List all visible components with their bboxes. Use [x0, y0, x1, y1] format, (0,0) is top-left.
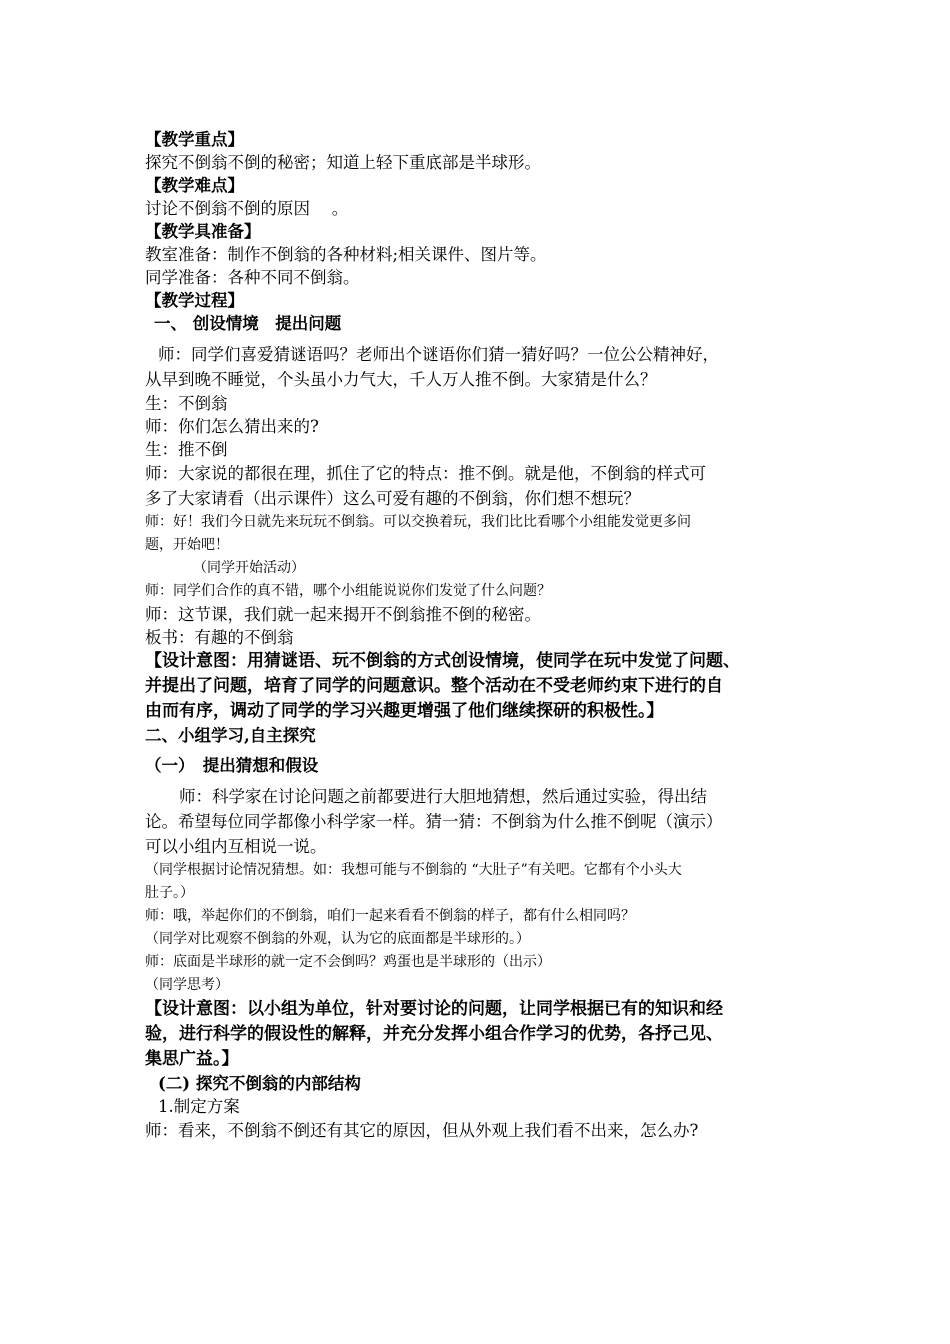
paragraph-line: 教室准备：制作不倒翁的各种材料;相关课件、图片等。 — [145, 245, 547, 264]
paragraph-line: 师：科学家在讨论问题之前都要进行大胆地猜想，然后通过实验，得出结 — [179, 787, 707, 806]
dialogue-line: 生：推不倒 — [145, 440, 228, 459]
section-heading-materials: 【教学具准备】 — [145, 222, 261, 241]
dialogue-line: 生：不倒翁 — [145, 394, 228, 413]
paragraph-line: 讨论不倒翁不倒的原因 。 — [145, 199, 349, 218]
paragraph-line: 多了大家请看（出示课件）这么可爱有趣的不倒翁，你们想不想玩？ — [145, 489, 640, 508]
step-heading: 1.制定方案 — [158, 1097, 240, 1116]
blackboard-line: 板书：有趣的不倒翁 — [145, 628, 294, 647]
section-heading-process: 【教学过程】 — [145, 291, 244, 310]
design-intent-line: 【设计意图：用猜谜语、玩不倒翁的方式创设情境，使同学在玩中发觉了问题、 — [145, 651, 740, 671]
paragraph-line: 师：看来，不倒翁不倒还有其它的原因，但从外观上我们看不出来，怎么办? — [145, 1121, 699, 1140]
dialogue-line: 师：底面是半球形的就一定不会倒吗？鸡蛋也是半球形的（出示） — [145, 954, 551, 970]
student-note: （同学对比观察不倒翁的外观，认为它的底面都是半球形的。） — [145, 931, 530, 947]
dialogue-line: 师：你们怎么猜出来的? — [145, 417, 319, 436]
dialogue-line: 师：同学们合作的真不错，哪个小组能说说你们发觉了什么问题？ — [145, 583, 551, 599]
section-heading-key-points: 【教学重点】 — [145, 130, 244, 149]
document-body — [145, 128, 825, 1143]
subsection-heading-2-2: (二) 探究不倒翁的内部结构 — [158, 1074, 361, 1093]
paragraph-line: 从早到晚不睡觉，个头虽小力气大，千人万人推不倒。大家猜是什么？ — [145, 370, 657, 389]
paragraph-line: 师：大家说的都很在理，抓住了它的特点：推不倒。就是他，不倒翁的样式可 — [145, 464, 706, 483]
paragraph-line: 师：同学们喜爱猜谜语吗？老师出个谜语你们猜一猜好吗？一位公公精神好， — [158, 345, 719, 364]
student-note: 肚子。） — [145, 885, 194, 901]
design-intent-line: 集思广益。】 — [145, 1049, 239, 1069]
dialogue-line: 师：哦，举起你们的不倒翁，咱们一起来看看不倒翁的样子，都有什么相同吗？ — [145, 908, 635, 924]
subsection-heading-2: 二、小组学习,自主探究 — [145, 726, 316, 745]
paragraph-line: 师：好！我们今日就先来玩玩不倒翁。可以交换着玩，我们比比看哪个小组能发觉更多问 — [145, 514, 691, 530]
paragraph-line: 题，开始吧！ — [145, 537, 229, 553]
design-intent-line: 由而有序，调动了同学的学习兴趣更增强了他们继续探研的积极性。】 — [145, 701, 664, 721]
paragraph-line: 同学准备：各种不同不倒翁。 — [145, 268, 360, 287]
activity-note: （同学开始活动） — [193, 560, 305, 576]
design-intent-line: 验，进行科学的假设性的解释，并充分发挥小组合作学习的优势，各抒己见、 — [145, 1024, 723, 1044]
subsection-heading-1: 一、 创设情境 提出问题 — [154, 314, 342, 333]
paragraph-line: 探究不倒翁不倒的秘密；知道上轻下重底部是半球形。 — [145, 153, 541, 172]
design-intent-line: 【设计意图：以小组为单位，针对要讨论的问题，让同学根据已有的知识和经 — [145, 999, 723, 1019]
student-note: （同学思考） — [145, 977, 229, 993]
dialogue-line: 师：这节课，我们就一起来揭开不倒翁推不倒的秘密。 — [145, 605, 541, 624]
subsection-heading-2-1: （一） 提出猜想和假设 — [145, 756, 319, 775]
student-note: （同学根据讨论情况猜想。如：我想可能与不倒翁的 “大肚子”有关吧。它都有个小头大 — [145, 862, 682, 878]
paragraph-line: 论。希望每位同学都像小科学家一样。猜一猜：不倒翁为什么推不倒呢（演示） — [145, 812, 723, 831]
section-heading-difficulties: 【教学难点】 — [145, 176, 244, 195]
design-intent-line: 并提出了问题，培育了同学的问题意识。整个活动在不受老师约束下进行的自 — [145, 676, 723, 696]
paragraph-line: 可以小组内互相说一说。 — [145, 837, 327, 856]
